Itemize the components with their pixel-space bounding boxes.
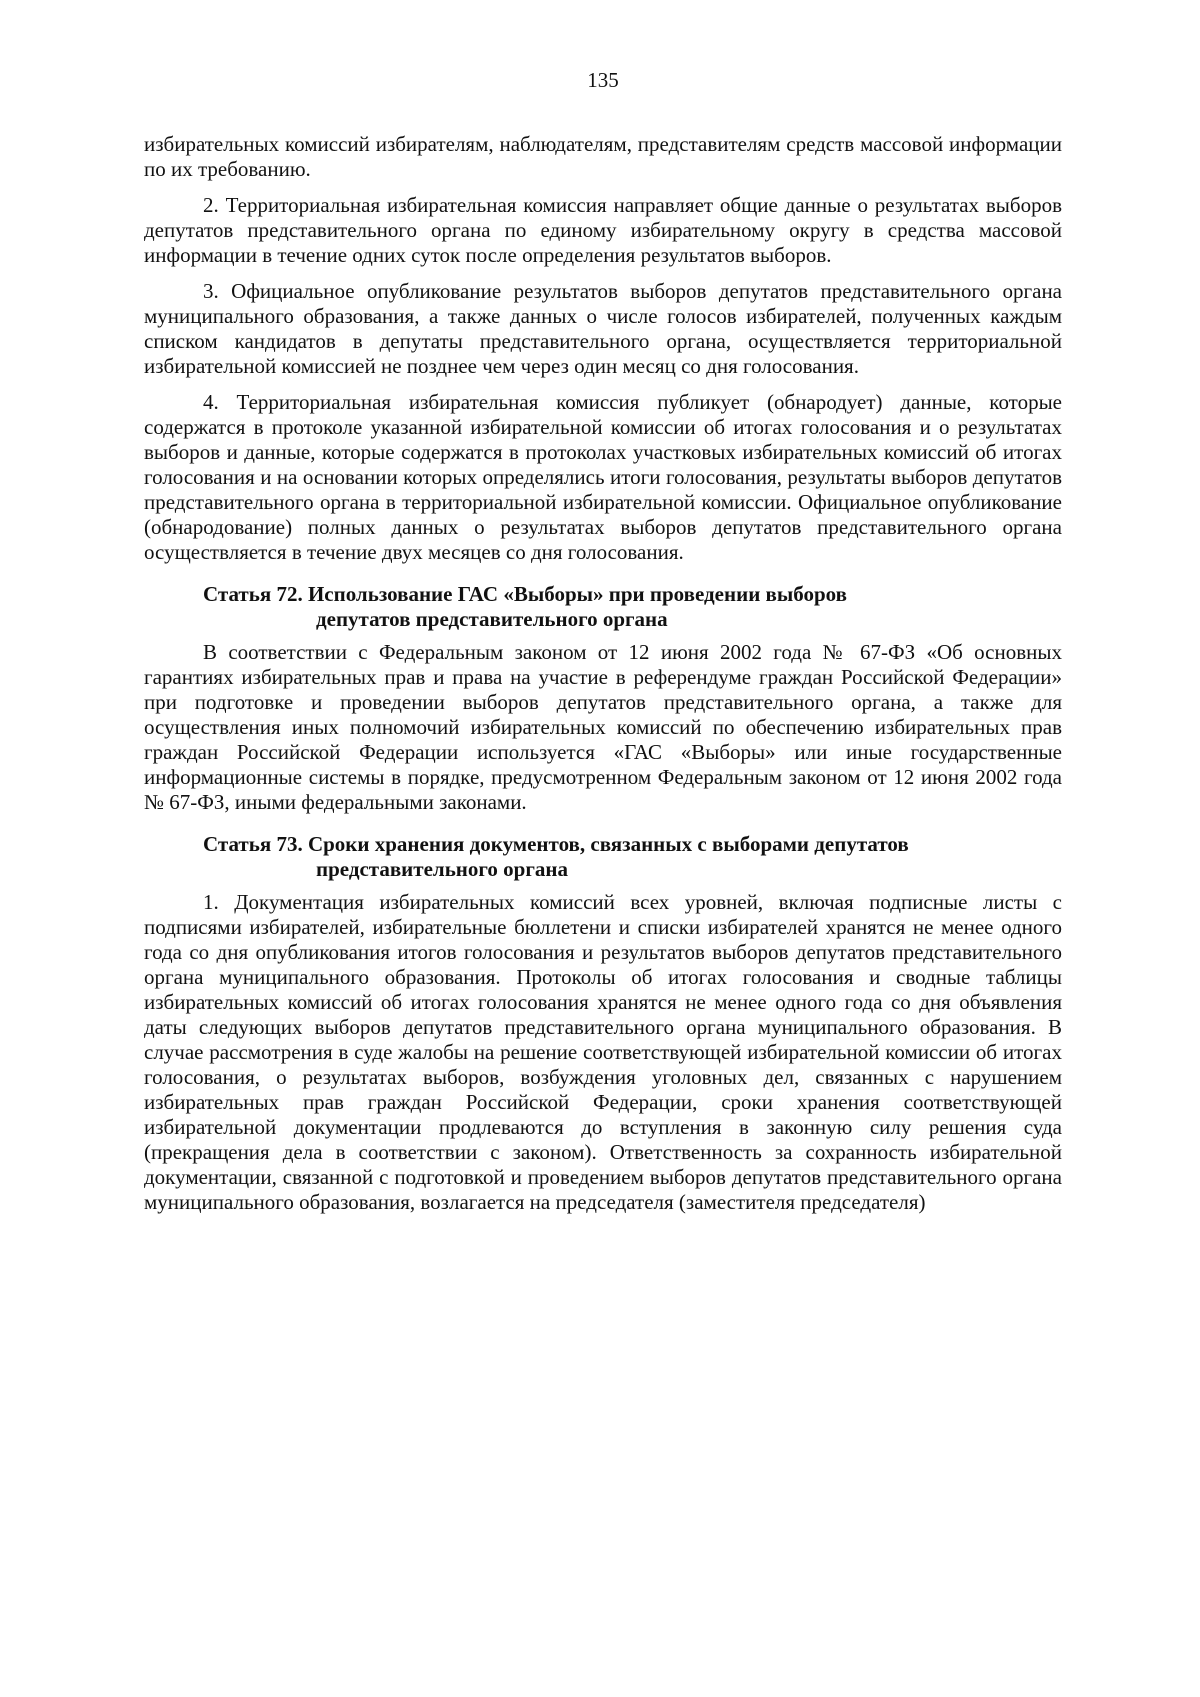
article-72-heading-line1: Статья 72. Использование ГАС «Выборы» при проведении выборов [203, 582, 847, 606]
article-72-heading-line2: депутатов представительного органа [316, 607, 668, 631]
article-73-body: 1. Документация избирательных комиссий всех уровней, включая подписные листы с подписями избирателей, избирательные бюллетени и списки избирателей хранятся не менее одного года со дня опубликования итогов голосования и результатов выборов депутатов представительного органа муниципального образования. Протоколы об итогах голосования и сводные таблицы избирательных комиссий об итогах голосования хранятся не менее одного года со дня объявления даты следующих выборов депутатов представительного органа муниципального образования. В случае рассмотрения в суде жалобы на решение соответствующей избирательной комиссии об итогах голосования, о результатах выборов, возбуждения уголовных дел, связанных с нарушением избирательных прав граждан Российской Федерации, сроки хранения соответствующей избирательной документации продлеваются до вступления в законную силу решения суда (прекращения дела в соответствии с законом). Ответственность за сохранность избирательной документации, связанной с подготовкой и проведением выборов депутатов представительного органа муниципального образования, возлагается на председателя (заместителя председателя) [144, 890, 1062, 1214]
article-72-body: В соответствии с Федеральным законом от 12 июня 2002 года № 67-ФЗ «Об основных гарантиях избирательных прав и права на участие в референдуме граждан Российской Федерации» при подготовке и проведении выборов депутатов представительного органа, а также для осуществления иных полномочий избирательных комиссий по обеспечению избирательных прав граждан Российской Федерации используется «ГАС «Выборы» или иные государственные информационные системы в порядке, предусмотренном Федеральным законом от 12 июня 2002 года № 67-ФЗ, иными федеральными законами. [144, 640, 1062, 814]
article-73-heading [144, 832, 1062, 882]
paragraph-item-4: 4. Территориальная избирательная комиссия публикует (обнародует) данные, которые содержатся в протоколе указанной избирательной комиссии об итогах голосования и о результатах выборов и данные, которые содержатся в протоколах участковых избирательных комиссий об итогах голосования и на основании которых определялись итоги голосования, результаты выборов депутатов представительного органа в территориальной избирательной комиссии. Официальное опубликование (обнародование) полных данных о результатах выборов депутатов представительного органа осуществляется в течение двух месяцев со дня голосования. [144, 390, 1062, 564]
article-72-heading [144, 582, 1062, 632]
paragraph-item-2: 2. Территориальная избирательная комиссия направляет общие данные о результатах выборов депутатов представительного органа по единому избирательному округу в средства массовой информации в течение одних суток после определения результатов выборов. [144, 193, 1062, 267]
page-number: 135 [587, 68, 619, 92]
paragraph-item-3: 3. Официальное опубликование результатов выборов депутатов представительного органа муниципального образования, а также данных о числе голосов избирателей, полученных каждым списком кандидатов в депутаты представительного органа, осуществляется территориальной избирательной комиссией не позднее чем через один месяц со дня голосования. [144, 279, 1062, 378]
document-page [144, 68, 1062, 1226]
article-73-heading-line1: Статья 73. Сроки хранения документов, связанных с выборами депутатов [203, 832, 909, 856]
paragraph-continuation: избирательных комиссий избирателям, наблюдателям, представителям средств массовой информации по их требованию. [144, 132, 1062, 181]
article-73-heading-line2: представительного органа [316, 857, 568, 881]
